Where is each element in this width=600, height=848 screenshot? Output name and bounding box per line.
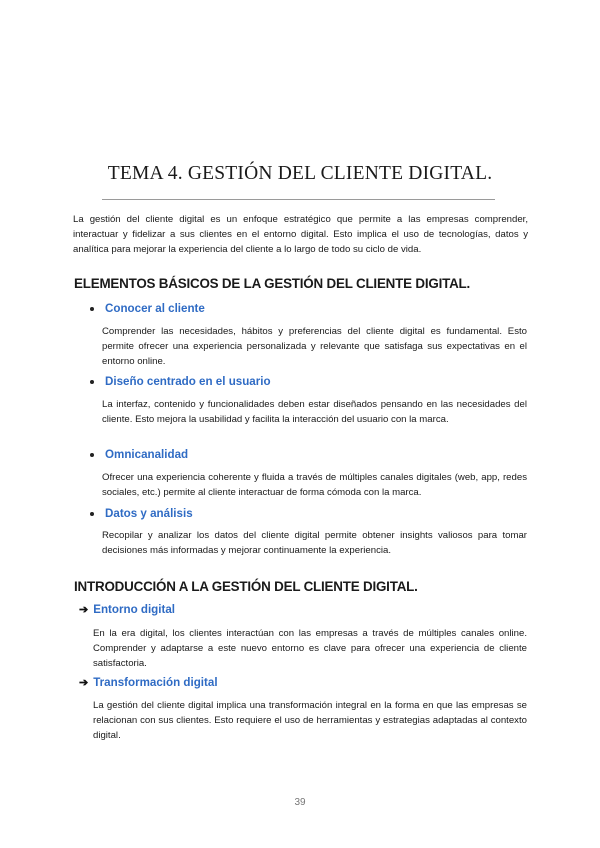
item-text-entorno: En la era digital, los clientes interactúan con las empresas a través de múltiples canales online. Comprender y adaptarse a este nuevo entorno es clave para ofrecer una experiencia de cliente satisfactoria. <box>93 628 527 670</box>
item-text-conocer: Comprender las necesidades, hábitos y preferencias del cliente digital es fundamental. Esto permite ofrecer una experiencia personalizada y relevante que satisfaga sus expectativas en el entorno online. <box>102 326 527 368</box>
arrow-right-icon: ➔ <box>79 604 89 616</box>
arrow-right-icon: ➔ <box>79 677 89 689</box>
page-title: TEMA 4. GESTIÓN DEL CLIENTE DIGITAL. <box>107 163 493 184</box>
item-text-diseno: La interfaz, contenido y funcionalidades deben estar diseñados pensando en las necesidades del cliente. Esto mejora la usabilidad y facilita la interacción del usuario con la marca. <box>102 399 527 426</box>
item-title: Omnicanalidad <box>105 448 189 461</box>
item-text-datos: Recopilar y analizar los datos del cliente digital permite obtener insights valiosos para tomar decisiones más informadas y mejorar continuamente la experiencia. <box>102 530 527 557</box>
section-heading-introduccion: INTRODUCCIÓN A LA GESTIÓN DEL CLIENTE DIGITAL. <box>74 579 418 594</box>
item-title: Datos y análisis <box>105 507 193 520</box>
section-heading-elementos: ELEMENTOS BÁSICOS DE LA GESTIÓN DEL CLIENTE DIGITAL. <box>74 276 471 291</box>
bullet-icon <box>90 453 94 457</box>
intro-paragraph: La gestión del cliente digital es un enfoque estratégico que permite a las empresas comprender, interactuar y fidelizar a sus clientes en el entorno digital. Esto implica el uso de tecnologías, datos y analítica para mejorar la experiencia del cliente a lo largo de todo su ciclo de vida. <box>73 214 528 256</box>
item-heading-transformacion <box>79 676 218 689</box>
item-text-omnicanalidad: Ofrecer una experiencia coherente y fluida a través de múltiples canales digitales (web, app, redes sociales, etc.) permite al cliente interactuar de forma cómoda con la marca. <box>102 472 527 499</box>
item-text-transformacion: La gestión del cliente digital implica una transformación integral en la forma en que las empresas se relacionan con sus clientes. Esto requiere el uso de herramientas y estrategias adaptadas al contexto digital. <box>93 700 527 742</box>
item-title: Entorno digital <box>93 603 176 616</box>
title-divider <box>102 199 495 200</box>
bullet-icon <box>90 307 94 311</box>
item-title: Transformación digital <box>93 676 218 689</box>
item-title: Diseño centrado en el usuario <box>105 375 271 388</box>
item-heading-omnicanalidad <box>90 448 188 461</box>
bullet-icon <box>90 512 94 516</box>
item-heading-conocer <box>90 302 205 315</box>
bullet-icon <box>90 380 94 384</box>
page-number: 39 <box>294 797 306 808</box>
item-title: Conocer al cliente <box>105 302 205 315</box>
item-heading-entorno <box>79 603 175 616</box>
item-heading-datos <box>90 507 193 520</box>
item-heading-diseno <box>90 375 271 388</box>
